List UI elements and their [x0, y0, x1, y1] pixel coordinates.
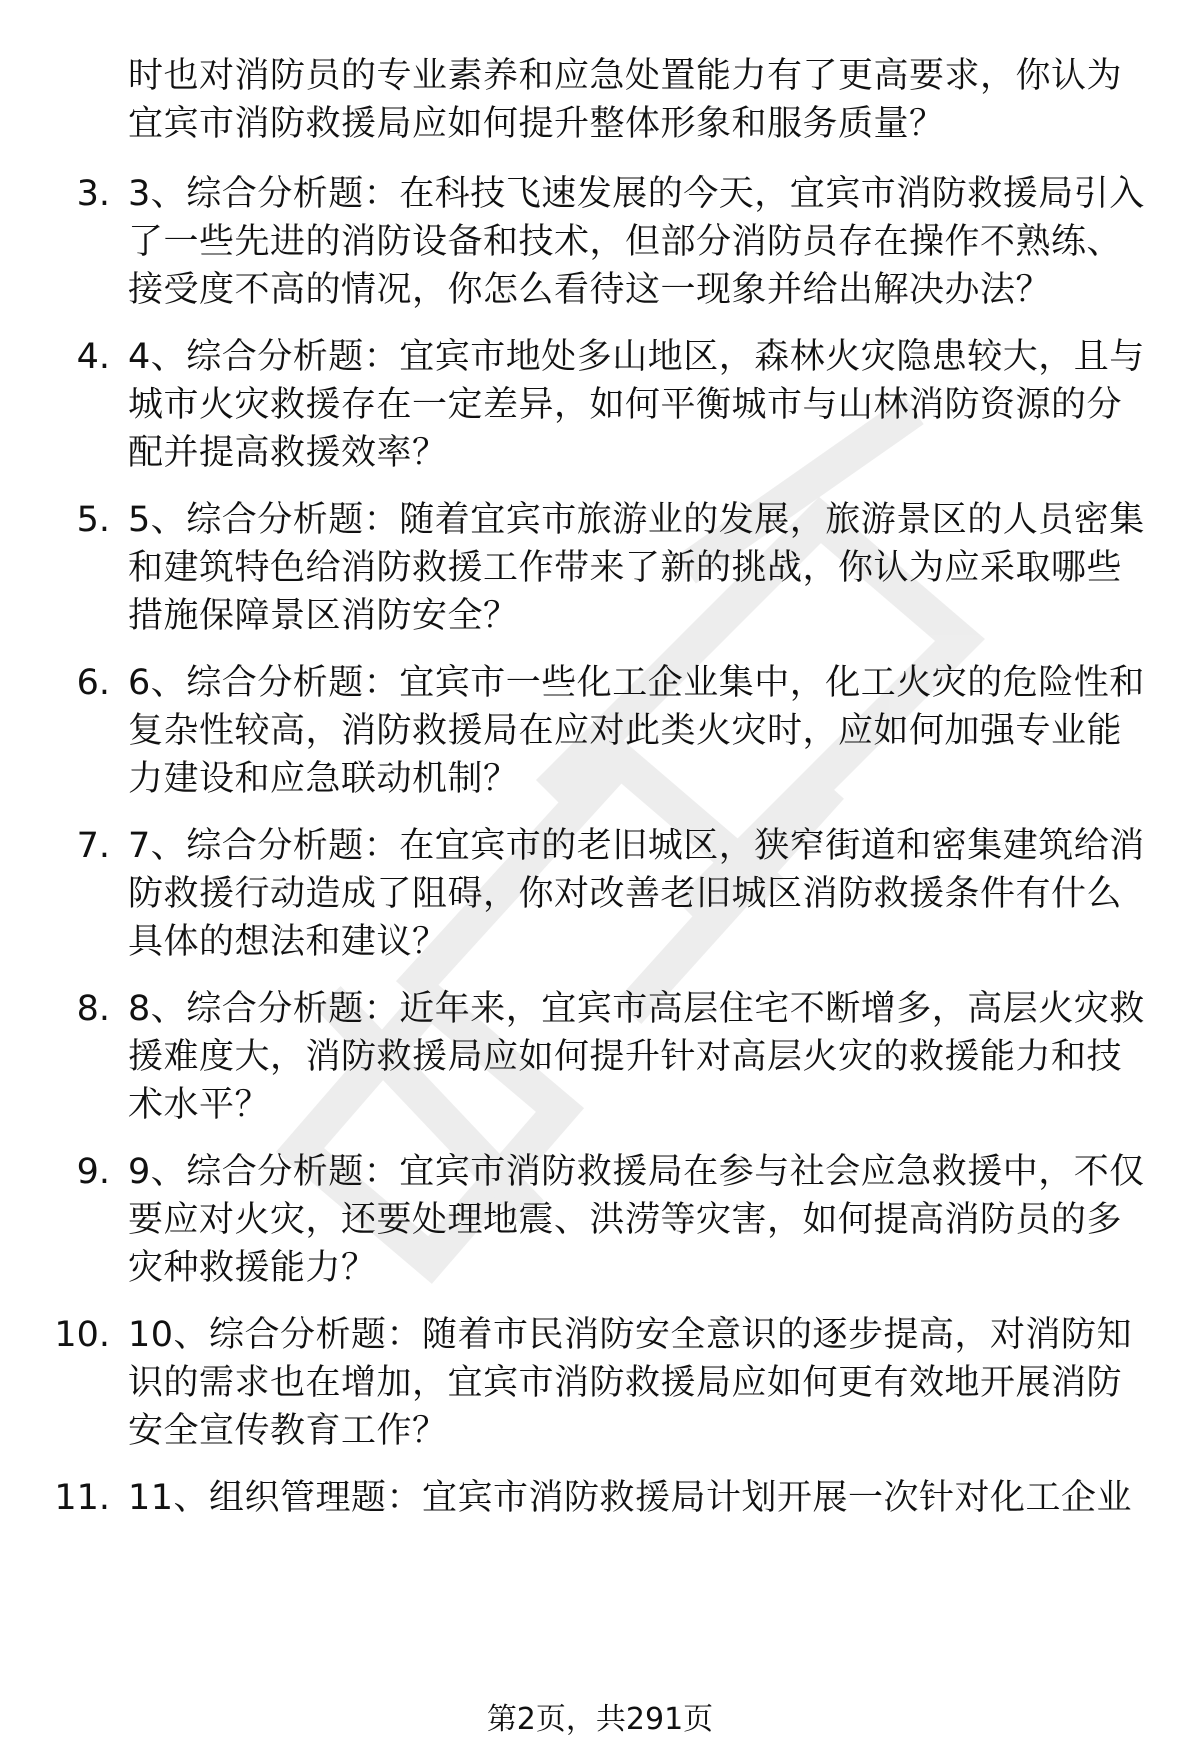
question-line: 识的需求也在增加，宜宾市消防救援局应如何更有效地开展消防 — [128, 1363, 1123, 1403]
question-line: 7、综合分析题：在宜宾市的老旧城区，狭窄街道和密集建筑给消 — [128, 826, 1145, 866]
question-line: 复杂性较高，消防救援局在应对此类火灾时，应如何加强专业能 — [128, 711, 1123, 751]
question-line: 配并提高救援效率？ — [128, 433, 448, 473]
list-number: 5. — [76, 500, 110, 540]
question-line: 4、综合分析题：宜宾市地处多山地区，森林火灾隐患较大，且与 — [128, 337, 1145, 377]
question-line: 术水平？ — [128, 1085, 271, 1125]
list-number: 7. — [76, 826, 110, 866]
intro-line: 宜宾市消防救援局应如何提升整体形象和服务质量？ — [128, 104, 945, 144]
question-line: 9、综合分析题：宜宾市消防救援局在参与社会应急救援中，不仅 — [128, 1152, 1145, 1192]
question-line: 11、组织管理题：宜宾市消防救援局计划开展一次针对化工企业 — [128, 1478, 1133, 1518]
question-line: 和建筑特色给消防救援工作带来了新的挑战，你认为应采取哪些 — [128, 548, 1123, 588]
list-number: 9. — [76, 1152, 110, 1192]
question-line: 了一些先进的消防设备和技术，但部分消防员存在操作不熟练、 — [128, 222, 1123, 262]
question-line: 6、综合分析题：宜宾市一些化工企业集中，化工火灾的危险性和 — [128, 663, 1145, 703]
question-line: 具体的想法和建议？ — [128, 922, 448, 962]
question-line: 接受度不高的情况，你怎么看待这一现象并给出解决办法？ — [128, 270, 1052, 310]
question-line: 城市火灾救援存在一定差异，如何平衡城市与山林消防资源的分 — [128, 385, 1123, 425]
list-number: 8. — [76, 989, 110, 1029]
question-line: 5、综合分析题：随着宜宾市旅游业的发展，旅游景区的人员密集 — [128, 500, 1145, 540]
page-footer: 第2页，共291页 — [486, 1702, 714, 1737]
list-number: 4. — [76, 337, 110, 377]
question-line: 8、综合分析题：近年来，宜宾市高层住宅不断增多，高层火灾救 — [128, 989, 1145, 1029]
question-line: 援难度大，消防救援局应如何提升针对高层火灾的救援能力和技 — [128, 1037, 1123, 1077]
list-number: 10. — [54, 1315, 110, 1355]
question-line: 3、综合分析题：在科技飞速发展的今天，宜宾市消防救援局引入 — [128, 174, 1145, 214]
question-line: 灾种救援能力？ — [128, 1248, 377, 1288]
question-line: 安全宣传教育工作？ — [128, 1411, 448, 1451]
question-line: 要应对火灾，还要处理地震、洪涝等灾害，如何提高消防员的多 — [128, 1200, 1123, 1240]
list-number: 3. — [76, 174, 110, 214]
question-line: 10、综合分析题：随着市民消防安全意识的逐步提高，对消防知 — [128, 1315, 1133, 1355]
question-line: 防救援行动造成了阻碍，你对改善老旧城区消防救援条件有什么 — [128, 874, 1123, 914]
list-number: 11. — [54, 1478, 110, 1518]
intro-line: 时也对消防员的专业素养和应急处置能力有了更高要求，你认为 — [128, 56, 1123, 96]
list-number: 6. — [76, 663, 110, 703]
question-line: 力建设和应急联动机制？ — [128, 759, 519, 799]
question-line: 措施保障景区消防安全？ — [128, 596, 519, 636]
